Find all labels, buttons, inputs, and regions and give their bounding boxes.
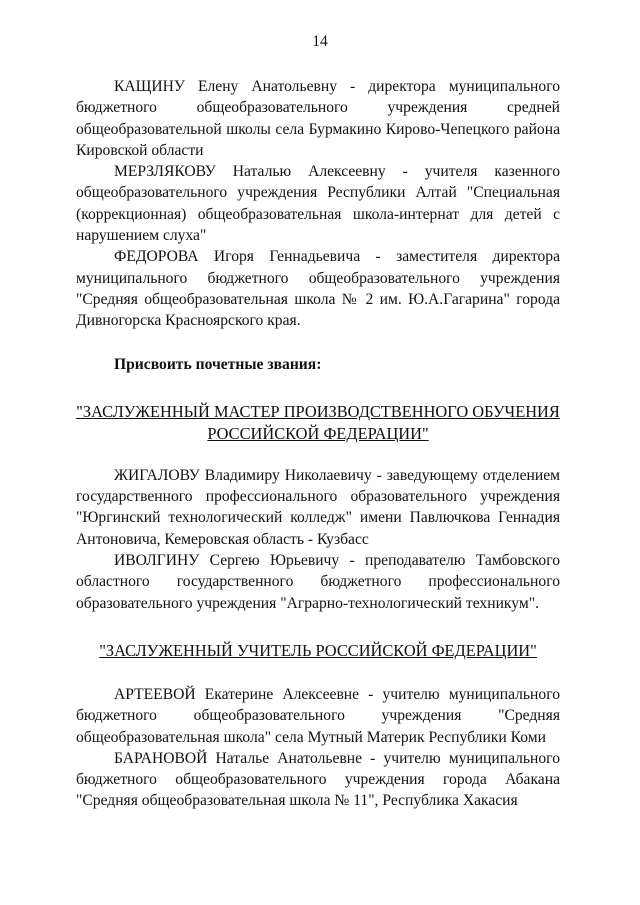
award-entry-zhigalov: ЖИГАЛОВУ Владимиру Николаевичу - заведующему отделением государственного профессионального образовательного учреждения "Юргинский технологический колледж" имени Павлючкова Геннадия Антоновича, Кемеровская область - Кузбасс bbox=[76, 466, 560, 548]
award-entry-fedorov: ФЕДОРОВА Игоря Геннадьевича - заместителя директора муниципального бюджетного общеобразовательного учреждения "Средняя общеобразовательная школа № 2 им. Ю.А.Гагарина" города Дивногорска Красноярского края. bbox=[76, 248, 560, 330]
document-body bbox=[76, 76, 560, 812]
award-entry-ivolgin: ИВОЛГИНУ Сергею Юрьевичу - преподавателю Тамбовского областного государственного бюджетного профессионального образовательного учреждения "Аграрно-технологический техникум". bbox=[76, 552, 560, 612]
award-entry-arteeva: АРТЕЕВОЙ Екатерине Алексеевне - учителю муниципального бюджетного общеобразовательного учреждения "Средняя общеобразовательная школа" села Мутный Материк Республики Коми bbox=[76, 685, 560, 746]
award-entry-baranova: БАРАНОВОЙ Наталье Анатольевне - учителю муниципального бюджетного общеобразовательного учреждения города Абакана "Средняя общеобразовательная школа № 11", Республика Хакасия bbox=[76, 749, 560, 810]
decree-heading: Присвоить почетные звания: bbox=[114, 355, 322, 373]
award-entry-merzlyakova: МЕРЗЛЯКОВУ Наталью Алексеевну - учителя казенного общеобразовательного учреждения Республики Алтай "Специальная (коррекционная) общеобразовательная школа-интернат для детей с нарушением слуха" bbox=[76, 163, 560, 245]
award-title-teacher: "ЗАСЛУЖЕННЫЙ УЧИТЕЛЬ РОССИЙСКОЙ ФЕДЕРАЦИИ" bbox=[99, 640, 537, 660]
award-title-master: "ЗАСЛУЖЕННЫЙ МАСТЕР ПРОИЗВОДСТВЕННОГО ОБУЧЕНИЯ РОССИЙСКОЙ ФЕДЕРАЦИИ" bbox=[76, 401, 560, 443]
award-entry-kashchina: КАЩИНУ Елену Анатольевну - директора муниципального бюджетного общеобразовательного учреждения средней общеобразовательной школы села Бурмакино Кирово-Чепецкого района Кировской области bbox=[76, 78, 560, 159]
page-number: 14 bbox=[312, 33, 328, 50]
